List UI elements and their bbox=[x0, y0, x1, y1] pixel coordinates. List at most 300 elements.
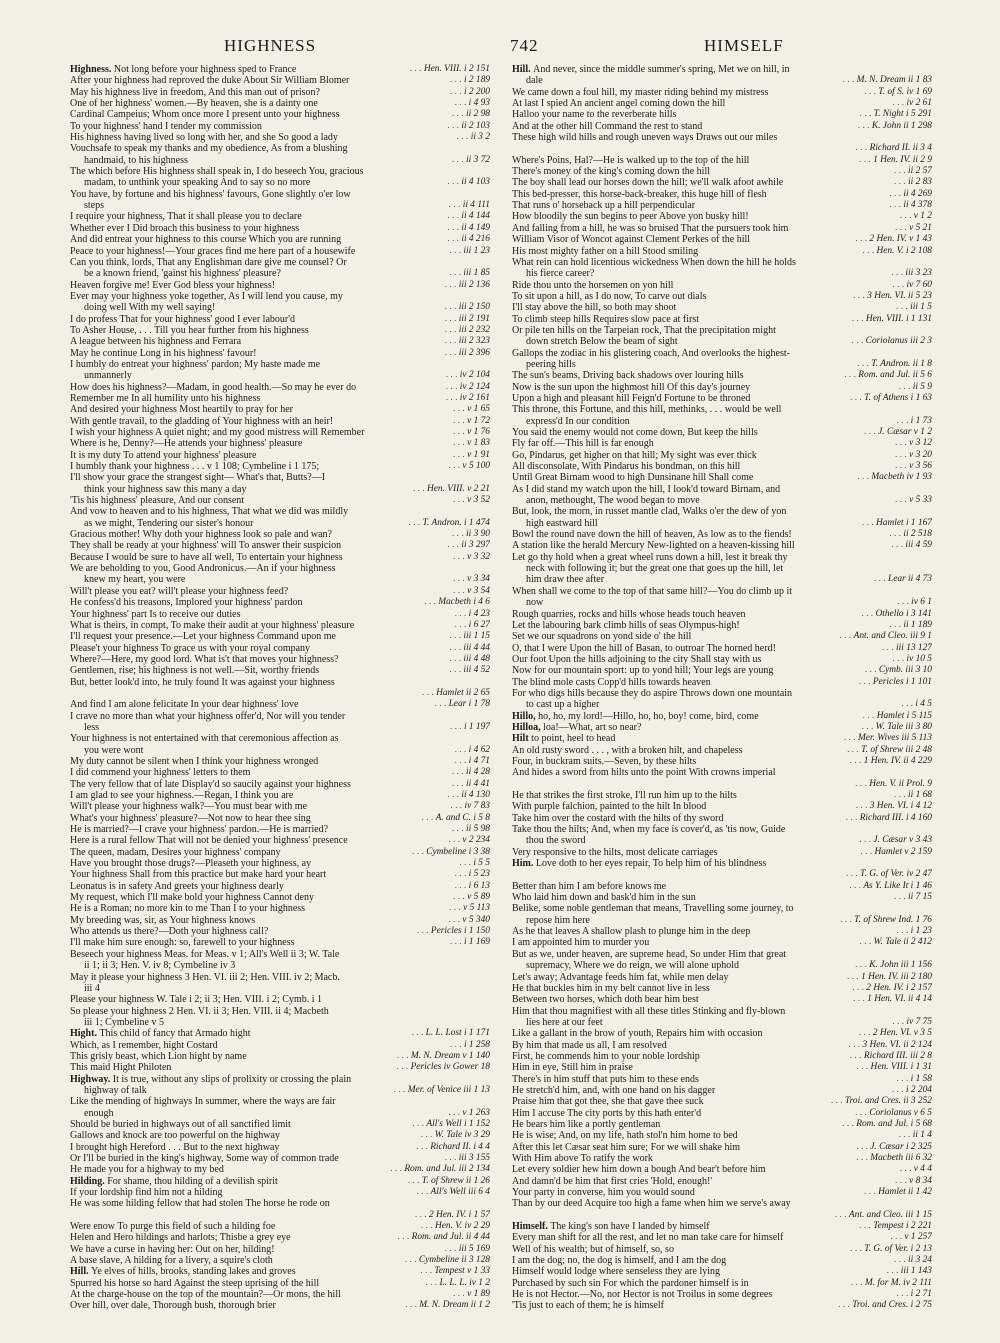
concordance-line bbox=[70, 506, 490, 517]
quotation-text: you were wont bbox=[84, 744, 144, 756]
concordance-line bbox=[70, 972, 490, 983]
quotation-text: A base slave, A hilding for a livery, a squire's cloth bbox=[70, 1255, 273, 1267]
play-reference: . . . Rom. and Jul. ii 5 6 bbox=[841, 370, 932, 381]
concordance-line bbox=[70, 1062, 490, 1073]
quotation-text: How does his highness?—Madam, in good health.—So may he ever do bbox=[70, 381, 357, 393]
play-reference: . . . 1 Hen. IV. ii 2 9 bbox=[856, 155, 932, 166]
quotation-text: He is married?—I crave your highness' pardon.—He is married? bbox=[70, 824, 329, 836]
concordance-line bbox=[70, 1153, 490, 1164]
quotation-text: There's money of the king's coming down the hill bbox=[512, 166, 711, 178]
concordance-line bbox=[512, 620, 932, 631]
header-left-word: HIGHNESS bbox=[224, 36, 317, 55]
concordance-line bbox=[512, 246, 932, 257]
play-reference: . . . Rom. and Jul. i 5 68 bbox=[839, 1119, 932, 1130]
play-reference: . . . i 4 71 bbox=[452, 756, 490, 767]
concordance-line bbox=[512, 1164, 932, 1175]
quotation-text: neck with following it; but the great one that goes up the hill, let bbox=[526, 563, 784, 575]
play-reference: . . . iii 2 150 bbox=[442, 302, 490, 313]
concordance-line bbox=[70, 1119, 490, 1130]
quotation-text: If your lordship find him not a hilding bbox=[70, 1187, 223, 1199]
play-reference: . . . iii 2 323 bbox=[442, 336, 490, 347]
concordance-line bbox=[70, 472, 490, 483]
quotation-text: Ride thou unto the horsemen on yon hill bbox=[512, 279, 674, 291]
quotation-text: And did entreat your highness to this course Which you are running bbox=[70, 234, 342, 246]
concordance-line bbox=[70, 767, 490, 778]
quotation-text: Will't please your highness walk?—You must bear with me bbox=[70, 801, 308, 813]
quotation-text: Him in eye, Still him in praise bbox=[512, 1062, 633, 1074]
concordance-line bbox=[512, 450, 932, 461]
quotation-text: Gallows and knock are too powerful on the highway bbox=[70, 1130, 280, 1142]
quotation-text: his fierce career? bbox=[526, 268, 595, 280]
quotation-text: He that buckles him in my belt cannot live in less bbox=[512, 982, 710, 994]
concordance-line bbox=[70, 1040, 490, 1051]
play-reference: . . . Ant. and Cleo. iii 9 1 bbox=[837, 631, 932, 642]
quotation-text: knew my heart, you were bbox=[84, 574, 186, 586]
quotation-text: He was some hilding fellow that had stolen The horse he rode on bbox=[70, 1198, 330, 1210]
quotation-text: Let every soldier hew him down a bough And bear't before him bbox=[512, 1164, 766, 1176]
quotation-text: Your highness Shall from this practice but make hard your heart bbox=[70, 869, 327, 881]
play-reference: . . . Cymb. iii 3 10 bbox=[862, 665, 932, 676]
headword: Himself. bbox=[512, 1221, 551, 1233]
quotation-text: My request, which I'll make bold your highness Cannot deny bbox=[70, 892, 314, 904]
concordance-line bbox=[512, 1255, 932, 1266]
concordance-line bbox=[70, 574, 490, 585]
running-header bbox=[72, 30, 932, 56]
concordance-line bbox=[70, 484, 490, 495]
play-reference: . . . M. for M. iv 2 111 bbox=[848, 1278, 932, 1289]
quotation-text: Take him over the costard with the hilts of thy sword bbox=[512, 812, 724, 824]
quotation-text: as we might, Tendering our sister's honour bbox=[84, 517, 254, 529]
concordance-line bbox=[512, 416, 932, 427]
play-reference: . . . v 3 34 bbox=[450, 574, 490, 585]
quotation-text: Please your highness W. Tale i 2; ii 3; Hen. VIII. i 2; Cymb. i 1 bbox=[70, 994, 322, 1006]
concordance-line bbox=[70, 915, 490, 926]
play-reference: . . . ii 5 9 bbox=[896, 382, 932, 393]
quotation-text: Like the mending of highways In summer, where the ways are fair bbox=[70, 1096, 336, 1108]
play-reference: . . . Hamlet i 1 167 bbox=[859, 518, 932, 529]
concordance-line bbox=[70, 370, 490, 381]
concordance-line bbox=[512, 813, 932, 824]
play-reference: . . . i 5 23 bbox=[452, 869, 490, 880]
quotation-text: Should be buried in highways out of all sanctified limit bbox=[70, 1118, 291, 1130]
play-reference: . . . Rom. and Jul. ii 4 44 bbox=[395, 1232, 490, 1243]
concordance-line bbox=[70, 597, 490, 608]
play-reference: . . . iv 10 5 bbox=[889, 654, 932, 665]
concordance-line bbox=[512, 280, 932, 291]
quotation-text: Gallops the zodiac in his glistering coach, And overlooks the highest- bbox=[512, 347, 790, 359]
quotation-text: high eastward hill bbox=[526, 517, 598, 529]
concordance-line bbox=[512, 314, 932, 325]
quotation-text: I'll request your presence.—Let your highness Command upon me bbox=[70, 631, 336, 643]
quotation-text: iii 4 bbox=[84, 982, 100, 994]
quotation-text: Where's Poins, Hal?—He is walked up to the top of the hill bbox=[512, 154, 750, 166]
quotation-text: This throne, this Fortune, and this hill, methinks, . . . would be well bbox=[512, 404, 782, 416]
quotation-text: But, better look'd into, he truly found It was against your highness bbox=[70, 676, 335, 688]
quotation-text: The which before His highness shall speak in, I do beseech You, gracious bbox=[70, 166, 364, 178]
page-number: 742 bbox=[510, 36, 539, 55]
play-reference: . . . Lear ii 4 73 bbox=[871, 574, 932, 585]
play-reference: . . . v 1 76 bbox=[450, 427, 490, 438]
play-reference: . . . iii 1 23 bbox=[446, 246, 490, 257]
concordance-line bbox=[70, 314, 490, 325]
concordance-line bbox=[70, 801, 490, 812]
concordance-line bbox=[70, 1176, 490, 1187]
play-reference: . . . Coriolanus v 6 5 bbox=[852, 1108, 932, 1119]
header-right-word: HIMSELF bbox=[704, 36, 784, 55]
concordance-line bbox=[70, 87, 490, 98]
concordance-line bbox=[512, 903, 932, 914]
play-reference: . . . ii 2 98 bbox=[449, 109, 490, 120]
quotation-text: And find I am alone felicitate In your dear highness' love bbox=[70, 699, 299, 711]
play-reference: . . . iv 7 75 bbox=[889, 1017, 932, 1028]
concordance-line bbox=[70, 1006, 490, 1017]
quotation-text: handmaid, to his highness bbox=[84, 154, 188, 166]
play-reference: . . . Hen. VIII. i 2 151 bbox=[407, 64, 490, 75]
concordance-line bbox=[512, 461, 932, 472]
quotation-text: enough bbox=[84, 1107, 114, 1119]
play-reference: . . . ii 4 149 bbox=[444, 223, 490, 234]
play-reference: . . . Hamlet ii 2 65 bbox=[419, 688, 490, 699]
concordance-line bbox=[512, 983, 932, 994]
play-reference: . . . iii 2 136 bbox=[442, 280, 490, 291]
play-reference: . . . ii 4 216 bbox=[444, 234, 490, 245]
concordance-line bbox=[70, 620, 490, 631]
quotation-text: I humbly thank your highness . . . v 1 108; Cymbeline i 1 175; bbox=[70, 461, 320, 473]
concordance-line bbox=[70, 166, 490, 177]
play-reference: . . . T. Andron. ii 1 8 bbox=[854, 359, 932, 370]
quotation-text: To Asher House, . . . Till you hear further from his highness bbox=[70, 324, 309, 336]
play-reference: . . . 2 Hen. IV. i 1 57 bbox=[412, 1210, 490, 1221]
concordance-line bbox=[512, 960, 932, 971]
quotation-text: Our foot Upon the hills adjoining to the city Shall stay with us bbox=[512, 653, 762, 665]
right-column bbox=[512, 64, 932, 1334]
concordance-line bbox=[512, 1074, 932, 1085]
play-reference: . . . Troi. and Cres. ii 3 252 bbox=[828, 1096, 932, 1107]
concordance-line bbox=[512, 98, 932, 109]
concordance-line bbox=[512, 427, 932, 438]
concordance-line bbox=[70, 348, 490, 359]
play-reference: . . . All's Well iii 6 4 bbox=[413, 1187, 490, 1198]
concordance-line bbox=[70, 813, 490, 824]
quotation-text: He made you for a highway to my bed bbox=[70, 1164, 224, 1176]
quotation-text: After this let Cæsar seat him sure; For we will shake him bbox=[512, 1141, 741, 1153]
quotation-text: Better than him I am before knows me bbox=[512, 880, 667, 892]
concordance-line bbox=[512, 1051, 932, 1062]
play-reference: . . . ii 4 130 bbox=[444, 790, 490, 801]
play-reference: . . . Othello i 3 141 bbox=[858, 609, 932, 620]
headword: Hill. bbox=[512, 64, 534, 75]
play-reference: . . . ii 3 2 bbox=[454, 132, 490, 143]
quotation-text: With Him above To ratify the work bbox=[512, 1153, 653, 1164]
play-reference: . . . iii 1 5 bbox=[893, 302, 932, 313]
quotation-text: They shall be ready at your highness' will To answer their suspicion bbox=[70, 540, 342, 552]
quotation-text: And at the other hill Command the rest to stand bbox=[512, 120, 703, 132]
quotation-text: steps bbox=[84, 200, 104, 212]
quotation-text: My breeding was, sir, as Your highness knows bbox=[70, 914, 256, 926]
quotation-text: He is wise; And, on my life, hath stol'n him home to bed bbox=[512, 1130, 738, 1142]
concordance-line bbox=[512, 393, 932, 404]
play-reference: . . . Hamlet ii 1 42 bbox=[861, 1187, 932, 1198]
concordance-line bbox=[70, 132, 490, 143]
quotation-text: Gentlemen, rise; his highness is not well.—Sit, worthy friends bbox=[70, 665, 320, 677]
quotation-text: A league between his highness and Ferrara bbox=[70, 336, 242, 348]
quotation-text: Hilloa, loa!—What, art so near? bbox=[512, 721, 642, 733]
play-reference: . . . v 2 234 bbox=[445, 835, 490, 846]
play-reference: . . . i 1 73 bbox=[894, 416, 932, 427]
play-reference: . . . v 3 54 bbox=[450, 586, 490, 597]
concordance-line bbox=[70, 643, 490, 654]
play-reference: . . . iii 4 52 bbox=[446, 665, 490, 676]
quotation-text: Helen and Hero hildings and harlots; Thisbe a grey eye bbox=[70, 1232, 291, 1244]
play-reference: . . . T. of Shrew ii 1 26 bbox=[405, 1176, 490, 1187]
play-reference: . . . v 3 20 bbox=[892, 450, 932, 461]
concordance-line bbox=[512, 177, 932, 188]
quotation-text: peering hills bbox=[526, 358, 576, 370]
quotation-text: I do profess That for your highness' good I ever labour'd bbox=[70, 313, 296, 325]
play-reference: . . . Coriolanus iii 2 3 bbox=[849, 336, 932, 347]
play-reference: . . . 2 Hen. IV. v 1 43 bbox=[852, 234, 932, 245]
quotation-text: Him that thou magnifiest with all these titles Stinking and fly-blown bbox=[512, 1005, 786, 1017]
concordance-line bbox=[512, 881, 932, 892]
play-reference: . . . i 4 93 bbox=[452, 98, 490, 109]
play-reference: . . . ii 4 269 bbox=[886, 189, 932, 200]
play-reference: . . . i 2 71 bbox=[894, 1289, 932, 1300]
play-reference: . . . ii 5 98 bbox=[449, 824, 490, 835]
concordance-line bbox=[512, 631, 932, 642]
concordance-line bbox=[512, 75, 932, 86]
play-reference: . . . L. L. Lost i 1 171 bbox=[409, 1028, 490, 1039]
concordance-line bbox=[70, 1221, 490, 1232]
quotation-text: to cast up a higher bbox=[526, 699, 600, 711]
play-reference: . . . v 5 89 bbox=[450, 892, 490, 903]
concordance-line bbox=[70, 121, 490, 132]
play-reference: . . . iii 2 396 bbox=[442, 348, 490, 359]
quotation-text: By him that made us all, I am resolved bbox=[512, 1039, 667, 1051]
quotation-text: But as we, under heaven, are supreme head, So under Him that great bbox=[512, 948, 787, 960]
quotation-text: He stretch'd him, and, with one hand on his dagger bbox=[512, 1084, 716, 1096]
play-reference: . . . 1 Hen. IV. iii 2 180 bbox=[844, 972, 932, 983]
play-reference: . . . T. of S. iv 1 69 bbox=[861, 87, 932, 98]
play-reference: . . . J. Cæsar i 2 325 bbox=[853, 1142, 932, 1153]
concordance-line bbox=[70, 325, 490, 336]
concordance-line bbox=[512, 643, 932, 654]
quotation-text: I'll show your grace the strangest sight— What's that, Butts?—I bbox=[70, 472, 326, 484]
quotation-text: But, look, the morn, in russet mantle clad, Walks o'er the dew of yon bbox=[512, 506, 787, 518]
concordance-line bbox=[70, 75, 490, 86]
concordance-line bbox=[70, 858, 490, 869]
quotation-text: I wish your highness A quiet night; and my good mistress will Remember bbox=[70, 427, 365, 438]
play-reference: . . . ii 4 111 bbox=[446, 200, 490, 211]
concordance-line bbox=[70, 1198, 490, 1209]
quotation-text: He that strikes the first stroke, I'll run him up to the hilts bbox=[512, 790, 737, 801]
concordance-line bbox=[512, 733, 932, 744]
concordance-line bbox=[512, 756, 932, 767]
concordance-line bbox=[512, 1096, 932, 1107]
concordance-line bbox=[70, 1244, 490, 1255]
concordance-line bbox=[512, 915, 932, 926]
play-reference: . . . iv 6 1 bbox=[894, 597, 932, 608]
quotation-text: First, he commends him to your noble lordship bbox=[512, 1050, 700, 1062]
play-reference: . . . iv 2 61 bbox=[889, 98, 932, 109]
concordance-line bbox=[70, 745, 490, 756]
quotation-text: This maid Hight Philoten bbox=[70, 1062, 172, 1074]
concordance-line bbox=[70, 733, 490, 744]
concordance-line bbox=[512, 506, 932, 517]
play-reference: . . . iii 13 127 bbox=[879, 643, 932, 654]
quotation-text: Where is he, Denny?—He attends your highness' pleasure bbox=[70, 438, 303, 450]
play-reference: . . . i 1 258 bbox=[447, 1040, 490, 1051]
concordance-line bbox=[70, 835, 490, 846]
concordance-line bbox=[512, 688, 932, 699]
play-reference: . . . iv 2 161 bbox=[443, 393, 490, 404]
headword: Highway. bbox=[70, 1073, 113, 1085]
play-reference: . . . A. and C. i 5 8 bbox=[419, 813, 491, 824]
quotation-text: supremacy, Where we do reign, we will alone uphold bbox=[526, 960, 739, 972]
play-reference: . . . iii 1 85 bbox=[446, 268, 490, 279]
concordance-line bbox=[512, 1278, 932, 1289]
quotation-text: The sun's beams, Driving back shadows over louring hills bbox=[512, 370, 744, 382]
concordance-line bbox=[512, 382, 932, 393]
quotation-text: Fly far off.—This hill is far enough bbox=[512, 438, 654, 450]
play-reference: . . . i 4 5 bbox=[898, 699, 932, 710]
concordance-line bbox=[70, 926, 490, 937]
play-reference: . . . 3 Hen. VI. ii 2 124 bbox=[845, 1040, 932, 1051]
quotation-text: Over hill, over dale, Thorough bush, thorough brier bbox=[70, 1300, 276, 1312]
left-column bbox=[70, 64, 490, 1334]
quotation-text: As I did stand my watch upon the hill, I look'd toward Birnam, and bbox=[512, 483, 781, 495]
concordance-line bbox=[512, 949, 932, 960]
quotation-text: Beseech your highness Meas. for Meas. v 1; All's Well ii 3; W. Tale bbox=[70, 948, 340, 960]
play-reference: . . . All's Well i 1 152 bbox=[409, 1119, 490, 1130]
quotation-text: iii 1; Cymbeline v 5 bbox=[84, 1016, 164, 1028]
quotation-text: Leonatus is in safety And greets your highness dearly bbox=[70, 880, 284, 892]
concordance-line bbox=[512, 370, 932, 381]
play-reference: . . . ii 1 189 bbox=[886, 620, 932, 631]
play-reference: . . . iii 3 155 bbox=[442, 1153, 490, 1164]
concordance-line bbox=[512, 1232, 932, 1243]
play-reference: . . . v 3 12 bbox=[892, 438, 932, 449]
quotation-text: Please't your highness To grace us with your royal company bbox=[70, 642, 311, 654]
quotation-text: The queen, madam, Desires your highness' company bbox=[70, 846, 281, 858]
concordance-line bbox=[70, 268, 490, 279]
play-reference: . . . Cymbeline ii 3 128 bbox=[402, 1255, 490, 1266]
quotation-text: Whether ever I Did broach this business to your highness bbox=[70, 222, 300, 234]
concordance-line bbox=[70, 518, 490, 529]
quotation-text: We have a curse in having her: Out on her, hilding! bbox=[70, 1243, 275, 1255]
quotation-text: There's in him stuff that puts him to these ends bbox=[512, 1073, 699, 1085]
play-reference: . . . ii 2 83 bbox=[891, 177, 932, 188]
concordance-line bbox=[70, 903, 490, 914]
quotation-text: down stretch Below the beam of sight bbox=[526, 336, 678, 348]
play-reference: . . . i 2 189 bbox=[447, 75, 490, 86]
concordance-line bbox=[70, 177, 490, 188]
quotation-text: Purchased by such sin For which the pardoner himself is in bbox=[512, 1277, 749, 1289]
quotation-text: Hillo, ho, ho, my lord!—Hillo, ho, ho, boy! come, bird, come bbox=[512, 710, 759, 722]
concordance-line bbox=[70, 609, 490, 620]
play-reference: . . . ii 3 297 bbox=[444, 540, 490, 551]
quotation-text: Highway. It is true, without any slips of prolixity or crossing the plain bbox=[70, 1073, 352, 1085]
play-reference: . . . v 1 263 bbox=[445, 1108, 490, 1119]
headword: Highness. bbox=[70, 64, 114, 75]
play-reference: . . . i 4 62 bbox=[452, 745, 490, 756]
play-reference: . . . iv 2 124 bbox=[443, 382, 490, 393]
concordance-line bbox=[70, 382, 490, 393]
quotation-text: Him. Love doth to her eyes repair, To help him of his blindness bbox=[512, 858, 767, 870]
concordance-line bbox=[512, 189, 932, 200]
quotation-text: At last I spied An ancient angel coming down the hill bbox=[512, 98, 726, 110]
concordance-line bbox=[512, 234, 932, 245]
quotation-text: May it please your highness 3 Hen. VI. iii 2; Hen. VIII. iv 2; Macb. bbox=[70, 971, 340, 983]
concordance-line bbox=[512, 529, 932, 540]
concordance-line bbox=[70, 98, 490, 109]
concordance-line bbox=[512, 1085, 932, 1096]
concordance-line bbox=[70, 336, 490, 347]
concordance-line bbox=[70, 1085, 490, 1096]
quotation-text: I am appointed him to murder you bbox=[512, 937, 650, 949]
concordance-line bbox=[512, 779, 932, 790]
concordance-line bbox=[70, 756, 490, 767]
play-reference: . . . Hen. VIII. i 1 131 bbox=[849, 314, 932, 325]
concordance-line bbox=[70, 937, 490, 948]
concordance-line bbox=[512, 586, 932, 597]
play-reference: . . . Hen. V. i 2 108 bbox=[859, 246, 932, 257]
play-reference: . . . Rom. and Jul. iii 2 134 bbox=[387, 1164, 490, 1175]
play-reference: . . . Macbeth iv 1 93 bbox=[854, 472, 932, 483]
quotation-text: thou the sword bbox=[526, 835, 586, 847]
quotation-text: To your highness' hand I tender my commission bbox=[70, 120, 262, 132]
concordance-line bbox=[70, 1266, 490, 1277]
quotation-text: The boy shall lead our horses down the hill; we'll walk afoot awhile bbox=[512, 177, 784, 189]
quotation-text: lies here at our feet bbox=[526, 1016, 603, 1028]
concordance-line bbox=[512, 722, 932, 733]
play-reference: . . . iii 2 191 bbox=[442, 314, 490, 325]
concordance-line bbox=[70, 892, 490, 903]
play-reference: . . . iii 1 15 bbox=[446, 631, 490, 642]
play-reference: . . . iii 4 48 bbox=[446, 654, 490, 665]
play-reference: . . . 2 Hen. IV. i 2 157 bbox=[849, 983, 932, 994]
play-reference: . . . 1 Hen. VI. ii 4 14 bbox=[850, 994, 932, 1005]
quotation-text: Peace to your highness!—Your graces find me here part of a housewife bbox=[70, 245, 356, 257]
concordance-line bbox=[512, 518, 932, 529]
quotation-text: Where?—Here, my good lord. What is't that moves your highness? bbox=[70, 653, 339, 665]
quotation-text: be a known friend, 'gainst his highness' pleasure? bbox=[84, 268, 281, 280]
concordance-line bbox=[70, 234, 490, 245]
quotation-text: As he that leaves A shallow plash to plunge him in the deep bbox=[512, 926, 751, 938]
concordance-line bbox=[70, 1164, 490, 1175]
play-reference: . . . T. G. of Ver. i 2 13 bbox=[847, 1244, 932, 1255]
play-reference: . . . T. of Shrew iii 2 48 bbox=[844, 745, 932, 756]
quotation-text: Who laid him down and bask'd him in the sun bbox=[512, 892, 696, 904]
concordance-line bbox=[70, 427, 490, 438]
quotation-text: doing well With my well saying! bbox=[84, 302, 216, 314]
play-reference: . . . W. Tale ii 2 412 bbox=[857, 937, 933, 948]
headword: Him. bbox=[512, 858, 536, 870]
play-reference: . . . Macbeth i 4 6 bbox=[421, 597, 490, 608]
quotation-text: Him I accuse The city ports by this hath enter'd bbox=[512, 1107, 702, 1119]
concordance-line bbox=[512, 155, 932, 166]
concordance-line bbox=[512, 211, 932, 222]
concordance-line bbox=[512, 847, 932, 858]
quotation-text: To climb steep hills Requires slow pace at first bbox=[512, 313, 700, 325]
quotation-text: Praise him that got thee, she that gave thee suck bbox=[512, 1096, 704, 1108]
quotation-text: His most mighty father on a hill Stood smiling bbox=[512, 245, 699, 257]
concordance-line bbox=[512, 835, 932, 846]
quotation-text: Until Great Birnam wood to high Dunsinane hill Shall come bbox=[512, 472, 754, 484]
quotation-text: Because I would be sure to have all well, To entertain your highness bbox=[70, 551, 343, 563]
play-reference: . . . Richard III. iii 2 8 bbox=[847, 1051, 932, 1062]
concordance-line bbox=[512, 257, 932, 268]
concordance-line bbox=[512, 166, 932, 177]
